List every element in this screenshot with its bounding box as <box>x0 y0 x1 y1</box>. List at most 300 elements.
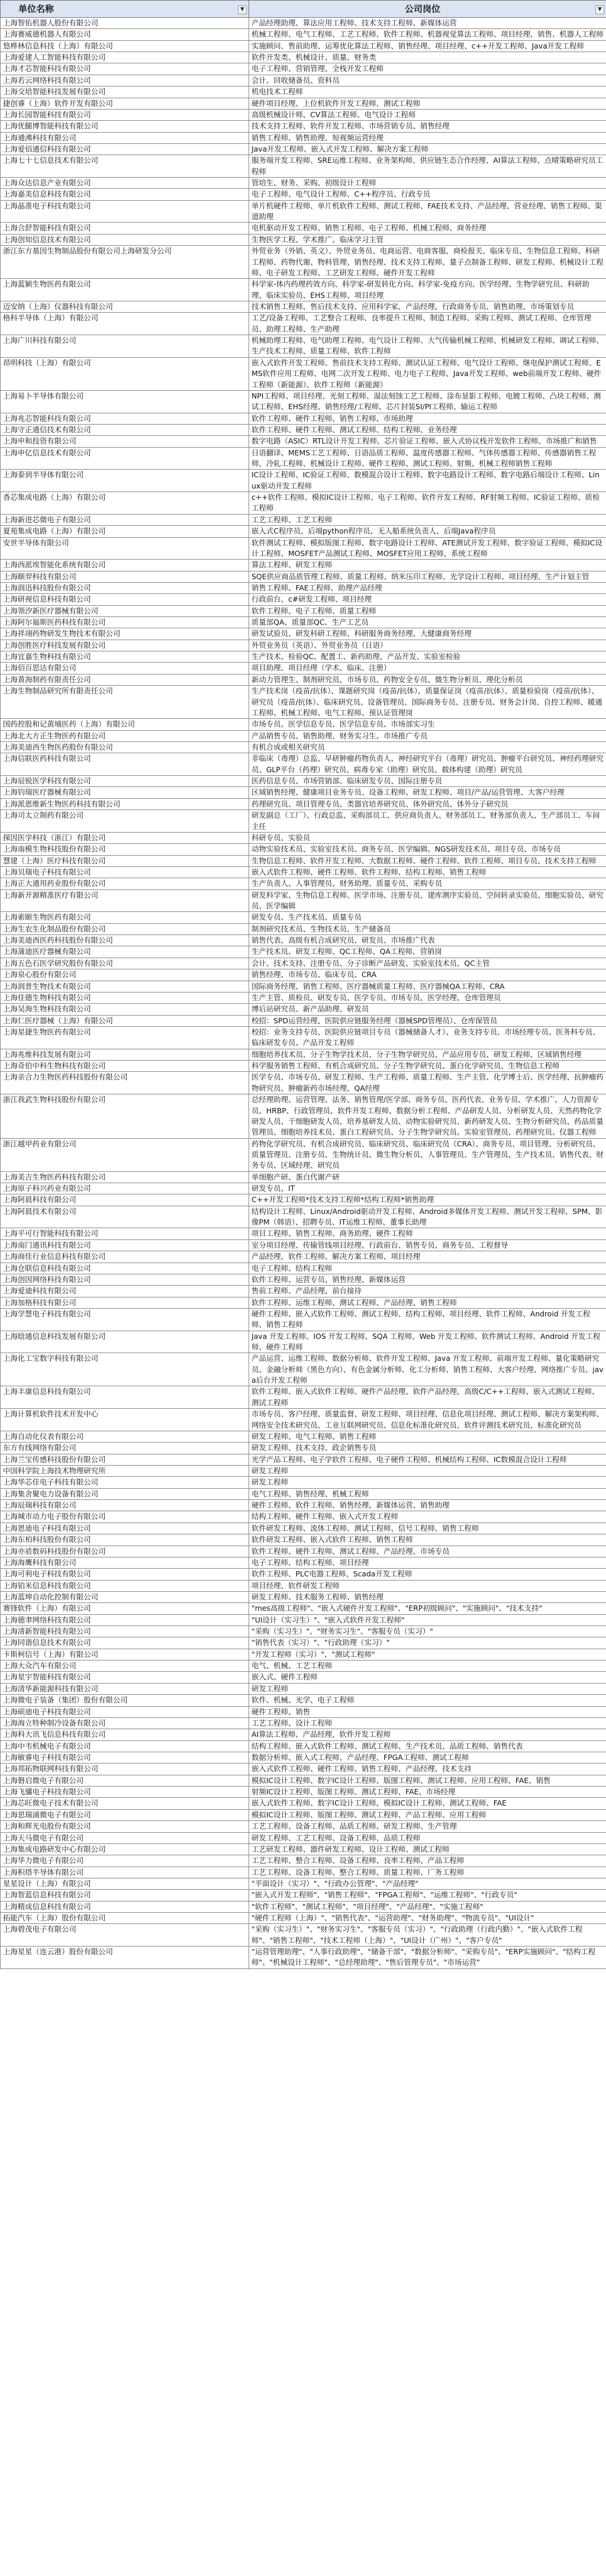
company-name-cell[interactable]: 悠桦林信息科技（上海）有限公司 <box>1 40 249 52</box>
table-row <box>1 155 606 178</box>
positions-cell[interactable]: 区域销售经理、健康项目业务专员、设备工程师、研发工程师、项目/产品/运营管理、大客户经理 <box>249 787 606 798</box>
company-name-cell[interactable]: 上海自动化仪表有限公司 <box>1 1431 249 1442</box>
company-name-cell[interactable]: 上海星宇智能科技有限公司 <box>1 1672 249 1683</box>
positions-cell[interactable]: 项目经理、软件研发工程师 <box>249 1580 606 1591</box>
company-name-cell[interactable]: 上海中韦机械电子有限公司 <box>1 1740 249 1752</box>
company-name-cell[interactable]: 上海化工宝数字科技有限公司 <box>1 1353 249 1386</box>
positions-cell[interactable]: 生产负责人、人事管理员、财务助理、质量专员、采购专员 <box>249 878 606 889</box>
positions-cell[interactable]: 嵌入式软件开发工程师、售前技术支持工程师、测试认证工程师、电气设计工程师、继电保护测试工程师、EMS软件应用工程师、电网二次开发工程师、电力电子工程师、Java开发工程师、web前端开发工程师、硬件工程师（新能源）、软件工程师（新能源） <box>249 357 606 390</box>
positions-cell[interactable]: 软件研发工程师、流体工程师、测试工程师、信号工程师、销售工程师 <box>249 1523 606 1534</box>
positions-cell[interactable]: 算法工程师、研发工程师 <box>249 560 606 571</box>
company-name-cell[interactable]: 上海蓝坤自动化控制有限公司 <box>1 1591 249 1602</box>
positions-cell[interactable]: 研发工程师、技术服务工程师、销售经理 <box>249 1591 606 1602</box>
positions-cell[interactable]: 软件测试工程师、模拟版图工程师、数字电路设计工程师、ATE测试开发工程师、数字验证工程师、模拟IC设计工程师、MOSFET产品测试工程师、MOSFET应用工程师、系统工程师 <box>249 537 606 560</box>
company-name-cell[interactable]: 上海生物制品研究所有限责任公司 <box>1 686 249 719</box>
company-name-cell[interactable]: 上海合舒智能科技有限公司 <box>1 223 249 234</box>
company-name-cell[interactable]: 上海计算机软件技术开发中心 <box>1 1409 249 1431</box>
company-name-cell[interactable]: 上海美吉生物医药科技有限公司 <box>1 1171 249 1183</box>
positions-cell[interactable]: 嵌入式软件工程师、硬件工程师、软件工程师、结构工程师、销售工程师 <box>249 866 606 878</box>
company-name-cell[interactable]: 上海仁医疗器械（上海）有限公司 <box>1 1015 249 1026</box>
company-name-cell[interactable]: 上海辰瑞科技有限公司 <box>1 1500 249 1511</box>
company-name-cell[interactable]: 上海广川科技有限公司 <box>1 335 249 358</box>
company-name-cell[interactable]: 上海奇伯中科生物科技有限公司 <box>1 1061 249 1072</box>
positions-cell[interactable]: 硬件工程师、软件工程师、销售经理、新媒体运营、销售助理 <box>249 1500 606 1511</box>
company-name-cell[interactable]: 上海宜嘉生物科技有限公司 <box>1 651 249 663</box>
company-name-cell[interactable]: 上海微电子装备（集团）股份有限公司 <box>1 1695 249 1706</box>
positions-cell[interactable]: 嵌入式软件工程师、硬件工程师、销售工程师、产品经理、技术支持 <box>249 1764 606 1775</box>
positions-cell[interactable]: 动物实验技术员、实验室技术员、商务专员、医学编辑、NGS研发技术员、项目专员、市场专员 <box>249 844 606 855</box>
company-name-cell[interactable]: 上海吴海生物科技有限公司 <box>1 1004 249 1015</box>
positions-cell[interactable]: 校招：业务支持专员、医院供应链项目专员（器械储备人才）、业务支持专员、市场经理专员、医务科专员、临床研发专员、产品开发工程师 <box>249 1026 606 1049</box>
positions-cell[interactable]: 生产主管、质检员、研发专员、医学专员、市场专员、医学经理、仓库管理员 <box>249 992 606 1003</box>
positions-cell[interactable]: 硬件工程师、嵌入式软件工程师、测试工程师、结构工程师、项目经理、软件工程师、Android 开发工程师、销售工程师 <box>249 1308 606 1331</box>
company-name-cell[interactable]: 格科半导体（上海）有限公司 <box>1 313 249 335</box>
company-name-cell[interactable]: 上海司太立制药有限公司 <box>1 810 249 833</box>
positions-cell[interactable]: 生物信息工程师、软件开发工程师、大数据工程师、硬件工程师、软件工程师、项目专员、技术支持工程师 <box>249 855 606 866</box>
positions-cell[interactable]: 结构工程师、硬件工程师、嵌入式开发工程师 <box>249 1511 606 1523</box>
company-name-cell[interactable]: 上海西派埃智能化系统有限公司 <box>1 560 249 571</box>
company-name-cell[interactable]: 上海创胜医疗科技发展有限公司 <box>1 640 249 651</box>
positions-cell[interactable]: 研发工程师 <box>249 1683 606 1694</box>
company-name-cell[interactable]: 捷创睿（上海）软件开发有限公司 <box>1 98 249 109</box>
company-name-cell[interactable]: 卡斯柯信号（上海）有限公司 <box>1 1649 249 1660</box>
positions-cell[interactable]: 售前工程师、产品经理、前台接待 <box>249 1286 606 1297</box>
positions-cell[interactable]: 软件、机械、光学、电子工程师 <box>249 1695 606 1706</box>
positions-cell[interactable]: 软件工程师、运营专员、销售经理、新媒体运营 <box>249 1274 606 1285</box>
positions-cell[interactable]: 单细胞产研、蛋白代谢产研 <box>249 1171 606 1183</box>
table-row <box>1 923 606 934</box>
positions-cell[interactable]: 销售经理、市场专员、临床专员、CRA <box>249 969 606 981</box>
positions-cell[interactable]: 博后站研究员、新产品助理、研发员 <box>249 1004 606 1015</box>
company-name-cell[interactable]: 上海清新智能科技有限公司 <box>1 1626 249 1637</box>
company-name-cell[interactable]: 上海晶准电子科技有限公司 <box>1 200 249 223</box>
positions-cell[interactable]: 科学家-体内药理药效方向、科学家-研发转化方向、科学家-免疫方向、医学经理、生物学研究员、科研助理、临床实验员、EHS工程师、项目经理 <box>249 279 606 301</box>
company-name-cell[interactable]: 上海城市动力电子股份有限公司 <box>1 1511 249 1523</box>
positions-cell[interactable]: 总经理助理、运营管理、法务、销售管理/医学部、商务专员、医药代表、业务专员、学术推广、人力资源专员、HRBP、行政管理员、软件开发工程师、数据分析工程师、产品研发人员、分析研发人员、天然药物化学研发人员、干细胞研发人员、培养基研发人员、动物实验研究员、新药研发人员、生物分析研究员、药品质量管理员、细胞培养技术员、蛋白工程研究员、分子生物学研究员、实验室管理员、药理研究员、仪器工程师 <box>249 1094 606 1138</box>
company-name-cell[interactable]: 上海同谐信息技术有限公司 <box>1 1637 249 1649</box>
company-name-cell[interactable]: 上海海立特种制冷设备有限公司 <box>1 1717 249 1729</box>
company-name-cell[interactable]: 上海通沸科技有限公司 <box>1 132 249 143</box>
positions-cell[interactable]: Java 开发工程师、IOS 开发工程师、SQA 工程师、Web 开发工程师、软件测试工程师、Android 开发工程师、硬件工程师 <box>249 1331 606 1353</box>
table-row <box>1 1752 606 1763</box>
company-name-cell[interactable]: 上海海鹰科技有限公司 <box>1 1557 249 1568</box>
positions-cell[interactable]: 嵌入式C程序员、后端python程序员、无人船系统负责人、后端Java程序员 <box>249 526 606 537</box>
positions-cell[interactable]: 市场专员、医学信息专员、医学信息专员、市场部实习生 <box>249 719 606 730</box>
positions-cell[interactable]: 软件开发类、机械设计、质量、财务类 <box>249 52 606 63</box>
positions-cell[interactable]: 软件工程师、PLC电器工程师、Scada开发工程师 <box>249 1569 606 1580</box>
positions-cell[interactable]: 生物医学工程、学术推广、临床学习主管 <box>249 234 606 245</box>
positions-cell[interactable]: 技术销售工程师、售后技术支持、应用科学家、产品经理、行政商务专员、销售助理、市场策划专员 <box>249 301 606 312</box>
company-name-cell[interactable]: 上海优腿博智能科技有限公司 <box>1 121 249 132</box>
positions-cell[interactable]: 研发工程师、电气工程师、销售工程师 <box>249 1431 606 1442</box>
positions-cell[interactable]: "软件工程师"、"测试工程师"、"项目经理"、"产品经理"、"实施工程师" <box>249 1901 606 1912</box>
positions-cell[interactable]: C++开发工程师*技术支持工程师*结构工程师*销售助理 <box>249 1194 606 1206</box>
table-row <box>1 1809 606 1820</box>
positions-cell[interactable]: 研发工程师、工艺工程师、设备工程师、品质工程师 <box>249 1832 606 1843</box>
company-name-cell[interactable]: 上海北大方正生物医药有限公司 <box>1 730 249 741</box>
positions-cell[interactable]: 工艺工程师、设计工程师 <box>249 1717 606 1729</box>
positions-cell[interactable]: "UI设计（实习生）"、"嵌入式软件开发工程师" <box>249 1614 606 1626</box>
company-name-cell[interactable]: 夏苑集成电路（上海）有限公司 <box>1 526 249 537</box>
table-row <box>1 234 606 245</box>
table-row <box>1 787 606 798</box>
company-name-cell[interactable]: 上海积塔半导体有限公司 <box>1 1867 249 1878</box>
filter-dropdown-icon[interactable]: ▼ <box>595 5 604 14</box>
positions-cell[interactable]: "运营管理助理"、"人事行政助理"、"储备干部"、"数据分析师"、"采购专员"、"ERP实施顾问"、"结构工程师"、"机械设计工程师"、"总经理助理"、"售后管理专员"、"市场运营" <box>249 1947 606 1969</box>
positions-cell[interactable]: 软件工程师、硬件工程师、销售工程师、市场助理 <box>249 413 606 424</box>
positions-cell[interactable]: 实施顾问、售前助理、运筹优化算法工程师、销售经理、项目经理、c++开发工程师、Java开发工程师 <box>249 40 606 52</box>
company-name-cell[interactable]: 上海佰百思达有限公司 <box>1 663 249 674</box>
positions-cell[interactable]: 市场专员、客户经理、质量监督、研发工程师、项目经理、信息化项目经理、测试工程师、解决方案架构师、网络安全技术研究员、工业互联网研究员、信息化标准化研究员、软件评测技术研究员、标准化研究员 <box>249 1409 606 1431</box>
positions-cell[interactable]: 嵌入式软件工程师、数字IC设计工程师、模拟IC设计工程师、测试工程师、FAE <box>249 1798 606 1809</box>
positions-cell[interactable]: 软件研发工程师、嵌入式软件工程师、销售工程师 <box>249 1534 606 1546</box>
table-row <box>1 1901 606 1912</box>
company-name-cell[interactable]: 拓能汽车（上海）股份有限公司 <box>1 1913 249 1924</box>
table-row <box>1 1171 606 1183</box>
positions-cell[interactable]: 研发科学家、生物信息工程师、医学市场、注册专员、建库测序实验员、空间转录实验员、细胞实验员、研究员、医学编辑 <box>249 889 606 912</box>
company-name-cell[interactable]: 星星设计（上海）有限公司 <box>1 1878 249 1889</box>
company-name-cell[interactable]: 上海钧瑞医疗器械有限公司 <box>1 787 249 798</box>
positions-cell[interactable]: 电子工程师、结构工程师 <box>249 1263 606 1274</box>
positions-cell[interactable]: 生产技术、检验QC、配置工、新药助理、产品开发、实验室检验 <box>249 651 606 663</box>
positions-cell[interactable]: 机械工程师、电气工程师、工艺工程师、软件工程师、机器视觉算法工程师、项目经理、销售、机器人工程师 <box>249 29 606 40</box>
positions-cell[interactable]: 产品运营、运维工程师、数据分析师、软件开发工程师、Java 开发工程师、前端开发工程师、量化策略研究员、金融分析师（黑色方向）、有色金属分析师、化工分析师、销售工程师、大客户经理、网络推广专员、java后台开发工程师 <box>249 1353 606 1386</box>
company-name-cell[interactable]: 上海商佳行业信息科技有限公司 <box>1 1251 249 1263</box>
company-name-cell[interactable]: 上海贝瑞电子科技有限公司 <box>1 866 249 878</box>
positions-cell[interactable]: 技术支持工程师、软件开发工程师、市场营销专员、销售经理 <box>249 121 606 132</box>
positions-cell[interactable]: 数字电路（ASIC）RTL设计开发工程师、芯片验证工程师、嵌入式协议栈开发软件工程师、市场推广和销售 <box>249 436 606 447</box>
company-name-cell[interactable]: 迈安纳（上海）仪器科技有限公司 <box>1 301 249 312</box>
positions-cell[interactable]: 室分项目经理、传输管线项目经理、行政前台、销售专员、商务专员、工程督导 <box>249 1239 606 1251</box>
positions-cell[interactable]: NPI工程师、项目经理、光刻工程师、湿法刻蚀工艺工程师、涂布显影工程师、电镀工程师、凸块工程师、测试工程师、EHS经理、销售经理/工程师、芯片封装SI/PI工程师、输运工程师 <box>249 390 606 413</box>
table-row <box>1 1239 606 1251</box>
company-name-cell[interactable]: 上海星星（连云港）股份有限公司 <box>1 1947 249 1969</box>
company-name-cell[interactable]: 上海晗通信息科技发展有限公司 <box>1 1331 249 1353</box>
positions-cell[interactable]: 外贸业务员（英语）、外贸业务员（日语） <box>249 640 606 651</box>
positions-cell[interactable]: 外贸业务（外销、英文）、外贸业务员、电商运营、电商客服、商检报关、临床专员、生物信息工程师、科研工程师、药物代谢、物料管理、销售经理、技术支持工程师、量子点制备工程师、研发工程师、机械设计工程师、电子研发工程师、工艺研发工程师、硬件开发工程师 <box>249 246 606 279</box>
company-name-cell[interactable]: 浙江我武生物科技股份有限公司 <box>1 1094 249 1138</box>
table-row <box>1 798 606 810</box>
table-row <box>1 1764 606 1775</box>
company-name-cell[interactable]: 上海美迪西医药科技股份有限公司 <box>1 935 249 946</box>
positions-cell[interactable]: 研发工程师 <box>249 1466 606 1477</box>
company-name-cell[interactable]: 上海集舍聚电力设备有限公司 <box>1 1488 249 1499</box>
company-name-cell[interactable]: 上海黄海制药有限责任公司 <box>1 674 249 685</box>
company-name-cell[interactable]: 上海索颐生物医药有限公司 <box>1 912 249 923</box>
company-name-cell[interactable]: 上海智佑机器人股份有限公司 <box>1 18 249 29</box>
positions-cell[interactable]: 光学产品工程师、电子学软件工程师、电子硬件工程师、机械结构工程师、IC数模混合设计工程师 <box>249 1454 606 1465</box>
filter-dropdown-icon[interactable]: ▼ <box>238 5 247 14</box>
company-name-cell[interactable]: 上海学慧电子科技有限公司 <box>1 1308 249 1331</box>
company-name-cell[interactable]: 上海仓联信息科技有限公司 <box>1 1263 249 1274</box>
positions-cell[interactable]: 工艺工程师、设备工程师、整合工程师、质量工程师、厂务工程师 <box>249 1867 606 1878</box>
positions-cell[interactable]: 模拟IC设计工程师、版图工程师、测试工程师、产品工程师、应用工程师 <box>249 1809 606 1820</box>
company-name-cell[interactable]: 上海泰到半导体有限公司 <box>1 470 249 492</box>
company-name-cell[interactable]: 上海兰宝传感科技股份有限公司 <box>1 1454 249 1465</box>
table-row <box>1 1206 606 1228</box>
company-name-cell[interactable]: 国药控股和记黄埔医药（上海）有限公司 <box>1 719 249 730</box>
positions-cell[interactable]: 工艺工程师、工艺工程师 <box>249 514 606 525</box>
table-row <box>1 878 606 889</box>
positions-cell[interactable]: 生产技术岗（疫苗/抗体）、课题研究岗（疫苗/抗体）、质量保证岗（疫苗/抗体）、质量检验岗（疫苗/抗体）、研究员（疫苗/抗体）、临床研究员、设备管理员、国际商务专员、注册专员、财务会计岗、自控工程师、暖通工程师、机械工程师、电气工程师、预认证管理岗 <box>249 686 606 719</box>
company-name-cell[interactable]: 上海五色石医学研究股份有限公司 <box>1 958 249 969</box>
company-name-cell[interactable]: 探因医学科技（浙江）有限公司 <box>1 832 249 843</box>
company-name-cell[interactable]: 上海智蓝信息科技有限公司 <box>1 1890 249 1901</box>
positions-cell[interactable]: 软件工程师、硬件工程师、测试工程师、结构工程师、业务经理 <box>249 424 606 435</box>
positions-cell[interactable]: 产品经理、软件工程师、解决方案工程师、项目经理 <box>249 1251 606 1263</box>
positions-cell[interactable]: 研发试验员、研发科研工程师、科研服务商务经理、大健康商务经理 <box>249 628 606 640</box>
company-name-cell[interactable]: 上海爱佰通信科技有限公司 <box>1 143 249 155</box>
company-name-cell[interactable]: 上海阿尔福斯医药科技有限公司 <box>1 617 249 628</box>
company-name-cell[interactable]: 上海原子科兴药业有限公司 <box>1 1183 249 1194</box>
company-name-cell[interactable]: 上海新开源精准医疗有限公司 <box>1 889 249 912</box>
company-name-cell[interactable]: 上海派恩维新生物医药科技有限公司 <box>1 798 249 810</box>
company-name-cell[interactable]: 上海正大通用药业股份有限公司 <box>1 878 249 889</box>
positions-cell[interactable]: 生产技术员、研发工程师、QC工程师、QA工程师、营销岗 <box>249 946 606 958</box>
company-name-cell[interactable]: 浙江东方基因生物制品股份有限公司上海研发分公司 <box>1 246 249 279</box>
company-name-cell[interactable]: 上海科大讯飞信息科技有限公司 <box>1 1729 249 1740</box>
positions-cell[interactable]: "采购（实习生）"、"财务实习生"、"客服专员（实习）" <box>249 1626 606 1637</box>
company-name-cell[interactable]: 上海长园智能科技有限公司 <box>1 109 249 120</box>
company-name-cell[interactable]: 上海思瑞浦微电子有限公司 <box>1 1809 249 1820</box>
company-name-cell[interactable]: 上海精成信息科技有限公司 <box>1 1901 249 1912</box>
positions-cell[interactable]: 研发专员、IT <box>249 1183 606 1194</box>
positions-cell[interactable]: 电气工程师、销售经理、机械工程师 <box>249 1488 606 1499</box>
positions-cell[interactable]: "mes高级工程师"、"嵌入式硬件开发工程师"、"ERP初级顾问"、"实施顾问"、"技术支持" <box>249 1603 606 1614</box>
company-name-cell[interactable]: 上海东柏科技股份有限公司 <box>1 1534 249 1546</box>
company-name-cell[interactable]: 上海星捷生物医药有限公司 <box>1 1026 249 1049</box>
company-name-cell[interactable]: 上海创知信息技术有限公司 <box>1 234 249 245</box>
company-name-cell[interactable]: 上海易卜半导体有限公司 <box>1 390 249 413</box>
table-row <box>1 594 606 605</box>
company-name-cell[interactable]: 上海德聿网络科技有限公司 <box>1 1614 249 1626</box>
positions-cell[interactable]: "平面设计（实习）"、"行政办公管理"、"产品经理" <box>249 1878 606 1889</box>
positions-cell[interactable]: 校招：SPD运营经理、医院供应链服务经理（器械SPD管理员）、仓库保管员 <box>249 1015 606 1026</box>
company-name-cell[interactable]: 上海大众汽车有限公司 <box>1 1660 249 1672</box>
company-name-cell[interactable]: 上海平可行智能科技有限公司 <box>1 1228 249 1239</box>
positions-cell[interactable]: 药物化学研究员、有机合成研究员、临床研究员、临床研究员（CRA）、商务专员、项目管理、分析研究员、质量管理员、注册专员、生物统计员、微生物分析员、人事管理员、生产管理员、生产技术员、销售代表、财务专员、区域经理、研究员 <box>249 1138 606 1171</box>
company-name-cell[interactable]: 上海交培智能科技发展有限公司 <box>1 86 249 98</box>
company-name-cell[interactable]: 上海研视信息科技有限公司 <box>1 594 249 605</box>
company-name-cell[interactable]: 安世半导体有限公司 <box>1 537 249 560</box>
company-name-cell[interactable]: 上海颐羿科技有限公司 <box>1 571 249 582</box>
company-name-cell[interactable]: 上海蓝颖生物医药有限公司 <box>1 279 249 301</box>
header-company-name[interactable] <box>1 1 249 18</box>
company-name-cell[interactable]: 上海兆芯智能科技有限公司 <box>1 413 249 424</box>
company-name-cell[interactable]: 赛锋软件（上海）有限公司 <box>1 1603 249 1614</box>
table-row <box>1 1855 606 1867</box>
positions-cell[interactable]: "销售代表（实习）"、"行政助理（实习）" <box>249 1637 606 1649</box>
company-name-cell[interactable]: 上海嘉美信息科技有限公司 <box>1 189 249 200</box>
positions-cell[interactable]: SQE供应商品质管理工程师、质量工程师、纳米压印工程师、光学设计工程师、项目经理、生产计划主管 <box>249 571 606 582</box>
company-name-cell[interactable]: 上海铂米信息科技有限公司 <box>1 1580 249 1591</box>
positions-cell[interactable]: 嵌入式、硬件工程师 <box>249 1672 606 1683</box>
company-name-cell[interactable]: 上海华芯佳电子科技有限公司 <box>1 1477 249 1488</box>
positions-cell[interactable]: 数据分析师、嵌入式工程师、产品经理、FPGA工程师、测试工程师 <box>249 1752 606 1763</box>
positions-cell[interactable]: 模拟IC设计工程师、数字IC设计工程师、版图工程师、测试工程师、应用工程师、FAE、销售 <box>249 1775 606 1786</box>
positions-cell[interactable]: 硬件工程师、销售 <box>249 1706 606 1717</box>
positions-cell[interactable]: "嵌入式开发工程师"、"销售工程师"、"FPGA工程师"、"运维工程师"、"行政专员" <box>249 1890 606 1901</box>
company-name-cell[interactable]: 上海佳德生物科技有限公司 <box>1 992 249 1003</box>
company-name-cell[interactable]: 中国科学院上海技术物理研究所 <box>1 1466 249 1477</box>
company-name-cell[interactable]: 上海蒲迪医疗器械有限公司 <box>1 946 249 958</box>
company-name-cell[interactable]: 上海生农生化制品股份有限公司 <box>1 923 249 934</box>
company-name-cell[interactable]: 上海清华新能源科技有限公司 <box>1 1683 249 1694</box>
company-name-cell[interactable]: 上海申和投资有限公司 <box>1 436 249 447</box>
positions-cell[interactable]: 工艺工程师、设备工程师、品质工程师、研发工程师、生产管理 <box>249 1821 606 1832</box>
positions-cell[interactable]: 销售工程师、FAE工程师、助理产品经理 <box>249 582 606 593</box>
company-name-cell[interactable]: 上海泉心股份有限公司 <box>1 969 249 981</box>
company-name-cell[interactable]: 香芯集成电路（上海）有限公司 <box>1 492 249 515</box>
table-row <box>1 1431 606 1442</box>
positions-cell[interactable]: 电机驱动开发工程师、销售工程师、电子工程师、机械工程师、商务经理 <box>249 223 606 234</box>
positions-cell[interactable]: 科研专员、实验员 <box>249 832 606 843</box>
positions-cell[interactable]: 结构工程师、嵌入式软件工程师、测试工程师、生产技术员、品质工程师、销售代表 <box>249 1740 606 1752</box>
company-name-cell[interactable]: 上海新进芯微电子有限公司 <box>1 514 249 525</box>
company-name-cell[interactable]: 上海辰锐医学科技有限公司 <box>1 776 249 787</box>
company-name-cell[interactable]: 上海集成电路研发中心有限公司 <box>1 1843 249 1855</box>
positions-cell[interactable]: 销售工程师、销售助理、短视频运营经理 <box>249 132 606 143</box>
company-name-cell[interactable]: 昂明科技（上海）有限公司 <box>1 357 249 390</box>
table-row <box>1 560 606 571</box>
positions-cell[interactable]: 会计、回收储备员、资料员 <box>249 75 606 86</box>
positions-cell[interactable]: 电子工程师、电气设计工程师、C++程序员、行政专员 <box>249 189 606 200</box>
positions-cell[interactable]: 研发专员、生产技术员、质量专员 <box>249 912 606 923</box>
company-name-cell[interactable]: 上海阿晨技术有限公司 <box>1 1206 249 1228</box>
positions-cell[interactable]: Java开发工程师、嵌入式开发工程师、解决方案工程师 <box>249 143 606 155</box>
table-row <box>1 1094 606 1138</box>
company-name-cell[interactable]: 上海恩迪电子科技有限公司 <box>1 1523 249 1534</box>
positions-cell[interactable]: 产品经理助理、算法应用工程师、技术支持工程师、新媒体运营 <box>249 18 606 29</box>
company-name-cell[interactable]: 慧建（上海）医疗科技有限公司 <box>1 855 249 866</box>
positions-cell[interactable]: 医药信息专员、市场营销部、临床研发专员、国际注册专员 <box>249 776 606 787</box>
positions-cell[interactable]: 机电技术工程师 <box>249 86 606 98</box>
positions-cell[interactable]: 软件工程师、嵌入式软件工程师、硬件产品经理、软件产品经理、高级C/C++工程师、嵌入式测试工程师、测试工程师 <box>249 1386 606 1409</box>
positions-cell[interactable]: 单片机硬件工程师、单片机软件工程师、测试工程师、FAE技术支持、产品经理、营业经理、销售工程师、渠道助理 <box>249 200 606 223</box>
company-name-cell[interactable]: 上海若云网络科技有限公司 <box>1 75 249 86</box>
positions-cell[interactable]: 销售代表、高级有机合成研究员、研发员、市场推广代表 <box>249 935 606 946</box>
company-name-cell[interactable]: 东方有线网络有限公司 <box>1 1443 249 1454</box>
company-name-cell[interactable]: 上海南模生物科技股份有限公司 <box>1 844 249 855</box>
positions-cell[interactable]: IC设计工程师、IC验证工程师、数模混合设计工程师、数字电路设计工程师、数字电路后端设计工程师、Linux驱动开发工程师 <box>249 470 606 492</box>
positions-cell[interactable]: 软件工程师、运维工程师、测试工程师、产品经理、销售工程师 <box>249 1297 606 1308</box>
positions-cell[interactable]: 会计、技术支持、注册专员、分子诊断产品研发、实验室技术员、QC主管 <box>249 958 606 969</box>
company-name-cell[interactable]: 上海亦盾数码科技股份有限公司 <box>1 1546 249 1557</box>
positions-cell[interactable]: c++软件工程师、模拟IC设计工程师、电子工程师、软件开发工程师、RF射频工程师、IC验证工程师、质检工程师 <box>249 492 606 515</box>
positions-cell[interactable]: 新动力管理生、制剂研究员、市场专员、药物安全专员、微生物分析员、理化分析员 <box>249 674 606 685</box>
company-name-cell[interactable]: 上海赛威德机器人有限公司 <box>1 29 249 40</box>
company-name-cell[interactable]: 上海邦拓物联网科技有限公司 <box>1 1764 249 1775</box>
company-name-cell[interactable]: 上海创因网络科技有限公司 <box>1 1274 249 1285</box>
positions-cell[interactable]: 高级机械设计师、CV算法工程师、电气设计工程师 <box>249 109 606 120</box>
company-name-cell[interactable]: 上海申亿信息技术有限公司 <box>1 447 249 470</box>
positions-cell[interactable]: "硬件工程师（上海）"、"销售代表"、"运营助理"、"财务助理"、"物流专员"、"UI设计" <box>249 1913 606 1924</box>
positions-cell[interactable]: 非临床（毒理）总监、早研肿瘤药物负责人、神经研究平台（毒理）研究员、肿瘤平台研究员、神经药理研究员、GLP平台（药理）研究员、病毒专家（助理）研究员、载体构建（助理）研究员 <box>249 753 606 776</box>
company-name-cell[interactable]: 上海信联医药科技有限公司 <box>1 753 249 776</box>
company-name-cell[interactable]: 上海华力微电子有限公司 <box>1 1855 249 1867</box>
positions-cell[interactable]: 软件工程师、电子工程师、质量工程师 <box>249 605 606 616</box>
company-name-cell[interactable]: 浙江越甲药业有限公司 <box>1 1138 249 1171</box>
positions-cell[interactable]: 工艺研发工程师、器件研发工程师、设计工程师、测试工程师 <box>249 1843 606 1855</box>
company-name-cell[interactable]: 上海加格科技有限公司 <box>1 1297 249 1308</box>
positions-cell[interactable]: 射频IC设计工程师、版图工程师、测试工程师、FAE、市场经理 <box>249 1787 606 1798</box>
positions-cell[interactable]: 电气、机械、工艺工程师 <box>249 1660 606 1672</box>
company-name-cell[interactable]: 上海和辉光电股份有限公司 <box>1 1821 249 1832</box>
company-name-cell[interactable]: 上海祥翊药物研发生物技术有限公司 <box>1 628 249 640</box>
positions-cell[interactable]: 软件工程师、硬件工程师、测试工程师、产品经理、市场专员 <box>249 1546 606 1557</box>
positions-cell[interactable]: 研发工程师 <box>249 1477 606 1488</box>
positions-cell[interactable]: 药理研究员、项目管理专员、类器官培养研究员、体外研究员、体外分子研究员 <box>249 798 606 810</box>
positions-cell[interactable]: 机械助理工程师、电气助理工程师、电气设计工程师、大气传输机械工程师、机械研发工程师、调试工程师、生产技术工程师、质量工程师、软件工程师 <box>249 335 606 358</box>
positions-cell[interactable]: "采购（实习生）"、"财务实习生"、"客服专员（实习）"、"行政助理（行政内勤）"、"嵌入式软件工程师"、"销售工程师"、"技术工程师（上海）"、"UI设计（广州）"、"客户专员" <box>249 1924 606 1947</box>
positions-cell[interactable]: 结构设计工程师、Linux/Android驱动开发工程师、Android多媒体开发工程师、测试开发工程师、SPM、影像PM（韩语）、招聘专员、IT运维工程师、董事长助理 <box>249 1206 606 1228</box>
positions-cell[interactable]: 研发工程师、技术支持、政企销售专员 <box>249 1443 606 1454</box>
company-name-cell[interactable]: 上海碧茂电子有限公司 <box>1 1924 249 1947</box>
positions-cell[interactable]: 项目工程师、销售工程师、商务助理、硬件工程师 <box>249 1228 606 1239</box>
positions-cell[interactable]: 有机合成或相关研究员 <box>249 742 606 753</box>
positions-cell[interactable]: 科学服务销售工程师、有机合成研究员、分子生物学研究员、蛋白化学研究员、生物信息工程师 <box>249 1061 606 1072</box>
company-name-cell[interactable]: 上海润迅科技股份有限公司 <box>1 582 249 593</box>
company-name-cell[interactable]: 上海南门通讯科技有限公司 <box>1 1239 249 1251</box>
positions-cell[interactable]: 硬件项目经理、上位机软件开发工程师、测试工程师 <box>249 98 606 109</box>
company-name-cell[interactable]: 上海可利电子科技有限公司 <box>1 1569 249 1580</box>
positions-cell[interactable]: 国际商务经理、销售工程师、医疗器械质量工程师、医疗器械QA工程师、CRA <box>249 981 606 992</box>
company-name-cell[interactable]: 上海磐启微电子有限公司 <box>1 1775 249 1786</box>
positions-cell[interactable]: 服务端开发工程师、SRE运维工程师、业务架构师、供应链生态合作经理、AI算法工程师、点晴策略研究员工程师 <box>249 155 606 178</box>
company-name-cell[interactable]: 上海爱迪科技有限公司 <box>1 1286 249 1297</box>
company-name-cell[interactable]: 上海天马微电子有限公司 <box>1 1832 249 1843</box>
positions-cell[interactable]: 电子工程师、结构工程师、项目经理 <box>249 1557 606 1568</box>
positions-cell[interactable]: 行政前台、c#研发工程师、项目经理 <box>249 594 606 605</box>
positions-cell[interactable]: 产品销售专员、销售助理、财务实习生、市场推广专员 <box>249 730 606 741</box>
company-name-cell[interactable]: 上海爱建人工智能科技有限公司 <box>1 52 249 63</box>
positions-cell[interactable]: 研发副总（工厂）、行政总监、采购部员工、供应商负责人、财务部员工、财务部负责人、生产部员工、车间主任 <box>249 810 606 833</box>
company-name-cell[interactable]: 上海敏睿电子科技有限公司 <box>1 1752 249 1763</box>
company-name-cell[interactable]: 上海兆维科技发展有限公司 <box>1 1049 249 1060</box>
positions-cell[interactable]: 工艺工程师、整合工程师、设备工程师、良率工程师、产品工程师 <box>249 1855 606 1867</box>
positions-cell[interactable]: 日语翻译、MEMS工艺工程师、日语品质工程师、温度传感器工程师、气体传感器工程师、传感器销售工程师、冷轧工程师、机械设计工程师、硬件工程师、测试工程师、射频、机械工程师销售工程师 <box>249 447 606 470</box>
company-name-cell[interactable]: 上海硕迪电子科技有限公司 <box>1 1706 249 1717</box>
positions-cell[interactable]: 工艺/设备工程师、工艺整合工程师、良率提升工程师、制造工程师、采购工程师、测试工程师、仓库管理员、助理工程师、生产助理 <box>249 313 606 335</box>
positions-cell[interactable]: 医学专员、市场专员、研发工程师、生产工程师、质量工程师、生产主管、化学博士后、医学经理、抗肿瘤药物研究员、肿瘤新药市场经理、QA经理 <box>249 1072 606 1094</box>
company-name-cell[interactable]: 上海才芯智能科技有限公司 <box>1 63 249 75</box>
company-name-cell[interactable]: 上海守正通信技术有限公司 <box>1 424 249 435</box>
company-name-cell[interactable]: 上海芯旺微电子技术有限公司 <box>1 1798 249 1809</box>
table-row <box>1 40 606 52</box>
company-name-cell[interactable]: 上海美迪西生物医药股份有限公司 <box>1 742 249 753</box>
table-row <box>1 1557 606 1568</box>
company-name-cell[interactable]: 上海亲合力生物医药科技股份有限公司 <box>1 1072 249 1094</box>
positions-cell[interactable]: 细胞培养技术员、分子生物学技术员、分子生物学研究员、产品应用专员、研发工程师、区域销售经理 <box>249 1049 606 1060</box>
company-name-cell[interactable]: 上海七十七信息技术有限公司 <box>1 155 249 178</box>
positions-cell[interactable]: 质量部QA、质量部QC、生产工艺员 <box>249 617 606 628</box>
company-name-cell[interactable]: 上海阿晨科技有限公司 <box>1 1194 249 1206</box>
positions-cell[interactable]: 项目助理、项目经理（学术、临床、注册） <box>249 663 606 674</box>
company-name-cell[interactable]: 上海飞骧电子科技有限公司 <box>1 1787 249 1798</box>
table-row <box>1 1660 606 1672</box>
company-name-cell[interactable]: 上海润普生物技术有限公司 <box>1 981 249 992</box>
positions-cell[interactable]: AI算法工程师、产品经理、软件开发工程师 <box>249 1729 606 1740</box>
positions-cell[interactable]: 管培生、财务、采购、初级设计工程师 <box>249 178 606 189</box>
company-name-cell[interactable]: 上海丰康信息科技有限公司 <box>1 1386 249 1409</box>
company-name-cell[interactable]: 上海领汐新医疗器械有限公司 <box>1 605 249 616</box>
positions-cell[interactable]: "开发工程师（实习）"、"测试工程师" <box>249 1649 606 1660</box>
positions-cell[interactable]: 电子工程师、营销管理、全栈开发工程师 <box>249 63 606 75</box>
header-positions[interactable] <box>249 1 606 18</box>
company-name-cell[interactable]: 上海众达信息产业有限公司 <box>1 178 249 189</box>
positions-cell[interactable]: 制剂研究技术员、生物技术员、生产储备员 <box>249 923 606 934</box>
table-row <box>1 1061 606 1072</box>
